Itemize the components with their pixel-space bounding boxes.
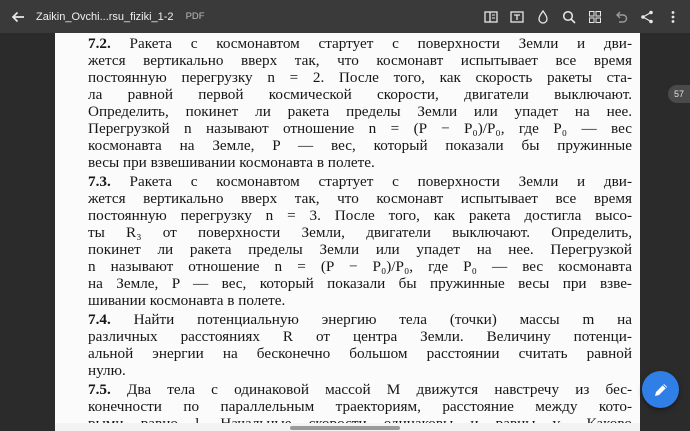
problem-number: 7.2. — [88, 35, 111, 52]
back-arrow-icon[interactable] — [6, 5, 30, 29]
undo-icon[interactable] — [609, 5, 632, 29]
pencil-icon — [652, 381, 670, 399]
text-line: n называют отношение n = (P − P₀)/P₀, где P₀ — вес космонавта — [88, 258, 632, 275]
text-line: Два тела с одинаковой массой M движутся навстречу из бес- — [126, 381, 632, 398]
text-line: нулю. — [88, 362, 126, 379]
ink-icon[interactable] — [531, 5, 554, 29]
problem-number: 7.3. — [88, 173, 111, 190]
text-line: Ракета с космонавтом стартует с поверхности Земли и дви- — [129, 35, 632, 52]
problem-number: 7.4. — [88, 311, 111, 328]
text-line: жется вертикально вверх так, что космонавт испытывает все время — [88, 190, 632, 207]
more-icon[interactable] — [661, 5, 684, 29]
text-line: Определить, покинет ли ракета пределы Земли или упадет на нее. — [88, 103, 632, 120]
text-line: на Земле, P — вес, который показали бы пружинные весы при взве- — [88, 275, 632, 292]
view-mode-icon[interactable] — [479, 5, 502, 29]
pages-icon[interactable] — [583, 5, 606, 29]
problem-7-3 — [88, 173, 632, 309]
problem-number: 7.5. — [88, 381, 111, 398]
edit-pencil-button[interactable] — [642, 371, 679, 408]
text-line: различных расстояниях R от центра Земли. Величину потенци- — [88, 328, 632, 345]
problem-7-2 — [88, 35, 632, 171]
search-icon[interactable] — [557, 5, 580, 29]
text-line: Ракета с космонавтом стартует с поверхности Земли и дви- — [129, 173, 632, 190]
text-line: космонавта на Земле, P — вес, который показали бы пружинные — [88, 137, 632, 154]
text-line: покинет ли ракета пределы Земли или упадет на нее. Перегрузкой — [88, 241, 632, 258]
text-line: Перегрузкой n называют отношение n = (P − P₀)/P₀, где P₀ — вес — [88, 120, 632, 137]
file-title: Zaikin_Ovchi...rsu_fiziki_1-2 — [36, 10, 174, 23]
scrollbar-handle[interactable] — [290, 426, 400, 430]
text-line: шивании космонавта в полете. — [88, 292, 286, 309]
file-type-label: PDF — [185, 11, 205, 22]
text-line: постоянную перегрузку n = 3. После того, как ракета достигла высо- — [88, 207, 632, 224]
share-icon[interactable] — [635, 5, 658, 29]
text-line: ла равной первой космической скорости, двигатели выключают. — [88, 86, 632, 103]
text-line: ты R₃ от поверхности Земли, двигатели выключают. Определить, — [88, 224, 632, 241]
page-text — [88, 35, 632, 431]
text-line: альной энергии на бесконечно большом расстоянии считать равной — [88, 345, 632, 362]
page-number-badge[interactable]: 57 — [668, 85, 690, 103]
pdf-page[interactable] — [55, 33, 640, 431]
text-line: жется вертикально вверх так, что космонавт испытывает все время — [88, 52, 632, 69]
text-icon[interactable] — [505, 5, 528, 29]
text-line: весы при взвешивании космонавта в полете. — [88, 154, 375, 171]
app-toolbar — [0, 0, 690, 33]
text-line: конечности по параллельным траекториям, расстояние между кото- — [88, 398, 632, 415]
text-line: постоянную перегрузку n = 2. После того, как скорость ракеты ста- — [88, 69, 632, 86]
problem-7-4 — [88, 311, 632, 379]
text-line: Найти потенциальную энергию тела (точки) массы m на — [133, 311, 632, 328]
